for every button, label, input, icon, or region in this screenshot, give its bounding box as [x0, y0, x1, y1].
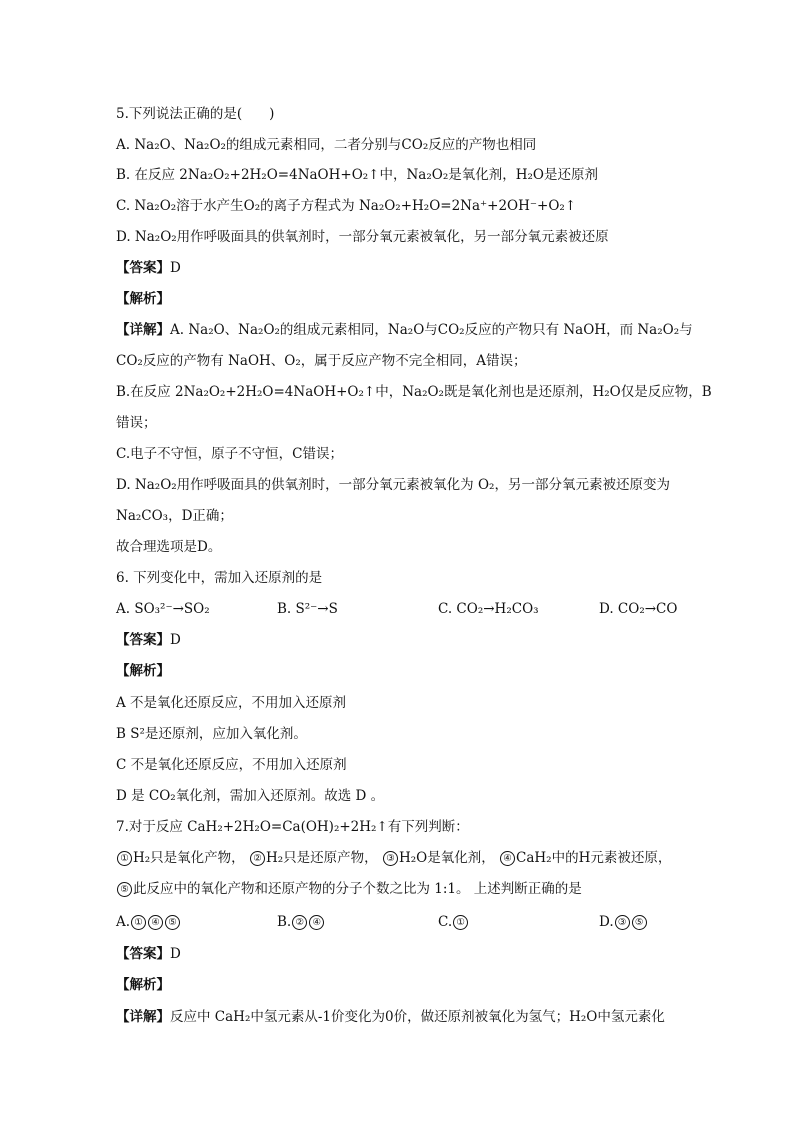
q5-answer-line [116, 259, 181, 277]
q6-answer-line [116, 631, 181, 649]
q5-stem: 5.下列说法正确的是( ) [116, 106, 275, 122]
option-letter: D. [599, 914, 614, 930]
q6-explain-b: B S²是还原剂，应加入氧化剂。 [116, 726, 307, 742]
circled-number: ③ [383, 851, 398, 866]
circled-number: ④ [309, 915, 324, 930]
circled-number: ⑤ [165, 915, 180, 930]
q7-option-b [277, 913, 325, 931]
q5-analysis-tag [116, 290, 170, 308]
q5-option-a: A. Na₂O、Na₂O₂的组成元素相同，二者分别与CO₂反应的产物也相同 [116, 137, 537, 153]
circled-number: ⑤ [632, 915, 647, 930]
q7-option-d [599, 913, 648, 931]
q6-option-b: B. S²⁻→S [277, 601, 338, 617]
q6-explain-d: D 是 CO₂氧化剂，需加入还原剂。故选 D 。 [116, 788, 385, 804]
circled-number: ② [292, 915, 307, 930]
q5-detail-c: C.电子不守恒，原子不守恒，C错误； [116, 446, 343, 462]
q6-stem: 6. 下列变化中，需加入还原剂的是 [116, 570, 323, 586]
q6-answer: D [170, 632, 181, 648]
analysis-tag: 【解析】 [116, 977, 170, 993]
q6-explain-c: C 不是氧化还原反应，不用加入还原剂 [116, 757, 347, 773]
q7-analysis-tag [116, 976, 170, 994]
q6-option-a: A. SO₃²⁻→SO₂ [116, 601, 210, 617]
answer-tag: 【答案】 [116, 260, 170, 276]
circled-number: ① [131, 915, 146, 930]
q7-judgement-2: H₂只是还原产物， [265, 850, 378, 866]
q5-detail-d-line1: D. Na₂O₂用作呼吸面具的供氧剂时，一部分氧元素被氧化为 O₂，另一部分氧元素被还原变为 [116, 477, 670, 493]
q7-option-c [438, 913, 469, 931]
q5-answer: D [170, 260, 181, 276]
q7-stem: 7.对于反应 CaH₂+2H₂O=Ca(OH)₂+2H₂↑有下列判断： [116, 819, 469, 835]
detail-tag: 【详解】 [116, 322, 170, 338]
analysis-tag: 【解析】 [116, 663, 170, 679]
q6-explain-a: A 不是氧化还原反应，不用加入还原剂 [116, 695, 347, 711]
q5-detail-a-line2: CO₂反应的产物有 NaOH、O₂，属于反应产物不完全相同，A错误； [116, 353, 527, 369]
circled-number: ① [117, 851, 132, 866]
q7-detail-line1 [116, 1008, 665, 1026]
analysis-tag: 【解析】 [116, 291, 170, 307]
q5-option-c: C. Na₂O₂溶于水产生O₂的离子方程式为 Na₂O₂+H₂O=2Na⁺+2OH⁻+O₂↑ [116, 198, 577, 214]
q5-option-b: B. 在反应 2Na₂O₂+2H₂O=4NaOH+O₂↑中，Na₂O₂是氧化剂，H₂O是还原剂 [116, 167, 598, 183]
q5-detail-a-text1: A. Na₂O、Na₂O₂的组成元素相同，Na₂O与CO₂反应的产物只有 NaOH，而 Na₂O₂与 [170, 322, 693, 338]
q7-judgement-1: H₂只是氧化产物， [133, 850, 245, 866]
option-letter: B. [277, 914, 292, 930]
q6-option-d: D. CO₂→CO [599, 601, 678, 617]
answer-tag: 【答案】 [116, 946, 170, 962]
q7-judgements-line2 [116, 880, 582, 898]
q7-answer: D [170, 946, 181, 962]
q7-detail-text1: 反应中 CaH₂中氢元素从-1价变化为0价，做还原剂被氧化为氢气；H₂O中氢元素化 [170, 1009, 665, 1025]
q7-answer-line [116, 945, 181, 963]
option-letter: C. [438, 914, 453, 930]
circled-number: ④ [500, 851, 515, 866]
q5-option-d: D. Na₂O₂用作呼吸面具的供氧剂时，一部分氧元素被氧化，另一部分氧元素被还原 [116, 229, 609, 245]
q6-option-c: C. CO₂→H₂CO₃ [438, 601, 539, 617]
q5-detail-a-line1 [116, 321, 693, 339]
q6-analysis-tag [116, 662, 170, 680]
q5-conclusion: 故合理选项是D。 [116, 539, 222, 555]
q7-judgement-3: H₂O是氧化剂， [398, 850, 495, 866]
q7-option-a [116, 913, 181, 931]
answer-tag: 【答案】 [116, 632, 170, 648]
q7-judgement-4: CaH₂中的H元素被还原， [516, 850, 672, 866]
q5-detail-b-line2: 错误； [116, 415, 157, 431]
detail-tag: 【详解】 [116, 1009, 170, 1025]
circled-number: ④ [148, 915, 163, 930]
circled-number: ⑤ [117, 882, 132, 897]
circled-number: ① [453, 915, 468, 930]
circled-number: ③ [615, 915, 630, 930]
q5-detail-d-line2: Na₂CO₃，D正确； [116, 508, 233, 524]
option-letter: A. [116, 914, 131, 930]
circled-number: ② [250, 851, 265, 866]
q5-detail-b-line1: B.在反应 2Na₂O₂+2H₂O=4NaOH+O₂↑中，Na₂O₂既是氧化剂也是还原剂，H₂O仅是反应物，B [116, 384, 712, 400]
q7-judgement-5: 此反应中的氧化产物和还原产物的分子个数之比为 1:1。 上述判断正确的是 [133, 881, 582, 897]
q7-judgements-line1 [116, 849, 671, 867]
